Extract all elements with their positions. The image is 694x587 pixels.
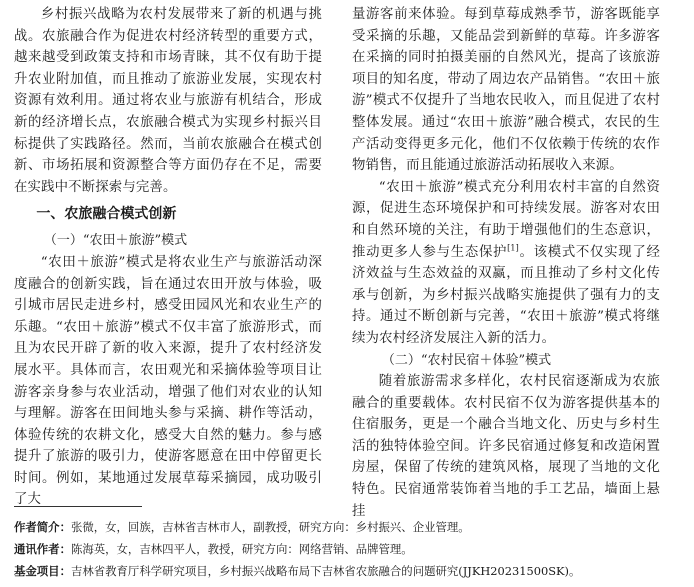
corresponding-text: 陈海英，女，吉林四平人，教授，研究方向：网络营销、品牌管理。	[70, 542, 413, 556]
homestay-paragraph: 随着旅游需求多样化，农村民宿逐渐成为农旅融合的重要载体。农村民宿不仅为游客提供基本的住宿服务，更是一个融合当地文化、历史与乡村生活的独特体验空间。许多民宿通过修复和改造闲置房屋，保留了传统的建筑风格，展现了当地的文化特色。民宿通常装饰着当地的手工艺品，墙面上悬挂	[352, 374, 660, 519]
farmland-tourism-paragraph-continued: 量游客前来体验。每到草莓成熟季节，游客既能享受采摘的乐趣，又能品尝到新鲜的草莓。许多游客在采摘的同时拍摄美丽的自然风光，提高了该旅游项目的知名度，带动了周边农产品销售。“农田＋旅游”模式不仅提升了当地农民收入，而且促进了农村整体发展。通过“农田＋旅游”融合模式，农民的生产活动变得更多元化，他们不仅依赖于传统的农作物销售，而且能通过旅游活动拓展收入来源。	[352, 7, 660, 174]
corresponding-label: 通讯作者：	[14, 542, 71, 556]
fund-text: 吉林省教育厅科学研究项目，乡村振兴战略布局下吉林省农旅融合的问题研究(JJKH20231500SK)。	[70, 564, 581, 578]
farmland-tourism-paragraph: “农田＋旅游”模式是将农业生产与旅游活动深度融合的创新实践，旨在通过农田开放与体验，吸引城市居民走进乡村，感受田园风光和农业生产的乐趣。“农田＋旅游”模式不仅丰富了旅游形式，而且为农民开辟了新的收入来源，提升了农村经济发展水平。具体而言，农田观光和采摘体验等项目让游客亲身参与农业活动，增强了他们对农业的认知与理解。游客在田间地头参与采摘、耕作等活动，体验传统的农耕文化，感受大自然的魅力。参与感提升了旅游的吸引力，使游客愿意在田中停留更长时间。例如，某地通过发展草莓采摘园，成功吸引了大	[14, 254, 322, 508]
ecology-paragraph	[352, 177, 660, 350]
author-text: 张微，女，回族，吉林省吉林市人，副教授，研究方向：乡村振兴、企业管理。	[70, 520, 470, 534]
subsection-heading-2: （二）“农村民宿＋体验”模式	[381, 352, 552, 368]
ecology-text-a: “农田＋旅游”模式充分利用农村丰富的自然资源，促进生态环境保护和可持续发展。游客对农田和自然环境的关注，有助于增强他们的生态意识，推动更多人参与生态保护	[352, 179, 660, 260]
intro-paragraph: 乡村振兴战略为农村发展带来了新的机遇与挑战。农旅融合作为促进农村经济转型的重要方式，越来越受到政策支持和市场青睐，其不仅有助于提升农业附加值，而且推动了旅游业发展，实现农村资源有效利用。通过将农业与旅游有机结合，形成新的经济增长点，农旅融合模式为实现乡村振兴目标提供了实践路径。然而，当前农旅融合在模式创新、市场拓展和资源整合等方面仍存在不足，需要在实践中不断探索与完善。	[14, 7, 322, 195]
citation-ref: [1]	[507, 243, 519, 253]
fund-label: 基金项目：	[14, 564, 71, 578]
footnote-divider	[14, 506, 142, 507]
ecology-text-b: 。该模式不仅实现了经济效益与生态效益的双赢，而且推动了乡村文化传承与创新，为乡村振兴战略实施提供了强有力的支持。通过不断创新与完善，“农田＋旅游”模式将继续为农村经济发展注入新的活力。	[352, 244, 660, 346]
author-footnote	[14, 519, 684, 535]
subsection-heading-1: （一）“农田＋旅游”模式	[43, 233, 188, 249]
left-column	[14, 4, 322, 511]
corresponding-author-footnote	[14, 541, 684, 557]
author-label: 作者简介：	[14, 520, 71, 534]
fund-footnote	[14, 563, 684, 579]
right-column	[352, 4, 660, 522]
section-heading-1: 一、农旅融合模式创新	[36, 206, 177, 223]
